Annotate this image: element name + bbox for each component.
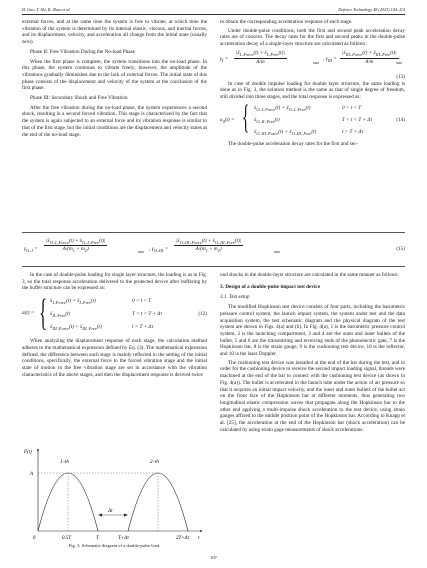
separator-line (22, 266, 405, 267)
paragraph: After the free vibration during the no-load phase, the system experiences a second shock, resulting in a second forced vibration. This stage is characterized by the fact that the system is again subjected to an external force and its vibration response is similar to that of the first stage, but the initial conditions are the displacement and velocity states at the end of the no-load stage. (22, 104, 207, 138)
paragraph: external forces, and at the same time the system is free to vibrate, at which time the vibration of the system is determined by its internal elastic, viscous, and inertial forces, and its displacement, velocity, and acceleration all change from the initial state (usually zero). (22, 19, 207, 46)
equation-number: (15) (396, 246, 405, 252)
pulse-2-label: 2–th (150, 460, 159, 465)
equation-14: $a_0(t)$ = { $ẍ_{O-I-Force}(t)$ + $ẍ_{O-I-Free}(t)$ 0 < t < T $ẍ_{O-II-Free}(t)$ T < t < T + Δτ $ẍ_{O-III-Force}(t)$ + $ẍ_{O-III-Free}(t)$ t > T + Δτ (14) (220, 98, 405, 136)
paragraph: The modified Hopkinson test device consists of four parts, including the barometric pressure control system, the launch impact system, the system under test and the data acquisition system, the test schematic diagram and the physical diagram of the test system are shown in Figs. 4(a) and (b). In Fig. 4(a), 1 is the barometric pressure control system, 2 is the launching compartment, 3 and 4 are the outer and inner bullets of the bullet, 5 and 6 are the transmitting and receiving ends of the photoelectric gate, 7 is the Hopkinson bar, 8 is the strain gauge, 9 is the cushioning test device, 10 is the reflector, and 10 is the laser Doppler. (220, 304, 405, 358)
paragraph: When the first phase is complete, the system transitions into the no-load phase. In this phase, the system continues to vibrate freely; however, the amplitude of the vibrations gradually diminishes due to the lack of external forces. The initial state of this phase consists of the displacement and velocity of the system at the conclusion of the first phase. (22, 58, 207, 92)
equation-12: a(t) = { $ẍ_{I-Force}(t)$ + $ẍ_{I-Free}(t)$ 0 < t < T $ẍ_{II-Free}(t)$ T < t < T + Δτ $ẍ_{III-Force}(t)$ + $ẍ_{III-Free}(t)$ t > T + Δτ (12) (22, 292, 207, 335)
left-column-bottom (22, 272, 207, 380)
equation-15: $\gamma_{O-I}$ = $|ẍ_{O-I-Force}(t)$ + $ẍ_{O-I-Free}(t)|$ $A/(m_1 + m_2)$ max , $\gamma_{O-III}$ = $|ẍ_{O-III-Force}(t)$ + $ẍ_{O-III-Free}(t)|$ $A/(m_1 + m_2)$ max (15) (24, 238, 405, 254)
tick-label: T (96, 536, 99, 541)
phase-3-title: Phase III: Secondary Shock and Free Vibration (30, 95, 128, 102)
paragraph: ond shocks in the double-layer structure are calculated in the same manner as follows: (220, 272, 399, 278)
double-pulse-load-figure (22, 445, 207, 541)
page-number: 107 (210, 555, 217, 560)
header-rule (22, 14, 405, 15)
tick-label: T+Δτ (118, 536, 129, 541)
separator-line (22, 232, 405, 233)
paragraph: Under double-pulse conditions, both the first and second peak acceleration decay rates are of concern. The decay rates for the first and second peaks in the double-pulse acceleration decay of a single-layer structure are calculated as follows: (220, 27, 405, 48)
right-column-top (220, 19, 405, 149)
tick-label: 0.5T (62, 536, 72, 541)
subsection-title: 3.1. Test setup (220, 294, 250, 301)
equation-number: (12) (198, 311, 207, 318)
phase-2-title: Phase II: Free Vibration During the No-load Phase (30, 48, 135, 55)
paragraph: The double-pulse acceleration decay rates for the first and sec- (228, 140, 359, 147)
left-column-top (22, 19, 207, 140)
peak-label: A (30, 472, 34, 477)
paragraph: In case of double impulse loading for double layer structure, the same loading is done as in Fig. 3, the solution method is the same as that of single degree of freedom, still divided into three stages, and the total response is expressed as: (220, 80, 405, 100)
running-header-authors: H. Gao, Y. Shi, R. Zhao et al. (22, 7, 71, 12)
tick-label: 0 (33, 536, 36, 541)
equation-number: (13) (396, 73, 405, 80)
equation-number: (14) (396, 116, 405, 123)
y-axis-label: F(t) (24, 450, 32, 455)
tick-label: 2T+Δτ (176, 536, 190, 541)
paragraph: When analyzing the displacement response of each stage, the calculation method adheres to the mathematical expression defined by Eq. (3). The mathematical expression defined, the difference between each stage is mainly reflected in the setting of the initial conditions, specifically, the external force in the forced vibration stage and the initial state of motion in the free vibration stage are set in accordance with the vibration characteristics of the above stages, and then the displacement response is derived twice (22, 338, 207, 378)
right-column-bottom (220, 272, 405, 435)
paragraph: In the case of double-pulse loading for single layer structure, the loading is as in Fig. 3, so the total response acceleration delivered to the protected device after buffering by the buffer structure can be expressed as: (22, 272, 207, 292)
equation-13: $\gamma_I$ = $|ẍ_{I-Force}(t)$ + $ẍ_{I-Free}(t)|$ A/m max , $\gamma_{III}$ = $|ẍ_{III-Force}(t)$ + $ẍ_{III-Free}(t)|$ A/m max (220, 49, 402, 65)
section-title: 3. Design of a double-pulse impact test device (220, 283, 320, 290)
pulse-1-label: 1–th (60, 460, 69, 465)
x-axis-label: t (198, 536, 200, 541)
paragraph: to obtain the corresponding acceleration response of each stage. (220, 19, 353, 25)
gap-label: Δτ (108, 509, 113, 514)
paragraph: The cushioning test device was installed at the end of the bar during the test, and in order for the cushioning device to receive the second impact loading signal, threads were machined at the end of the bar to connect with the cushioning test device (as shown in Fig. 4(a)). The bullet is accelerated in the launch tube under the action of air pressure so that it acquires an initial impact velocity, and the inner and outer bullets of the bullet act on the front face of the Hopkinson bar at different moments, thus generating two longitudinal elastic compression waves that propagate along the Hopkinson bar to the other end applying a multi-impulse shock acceleration to the test device, using strain gauges affixed to the middle position point of the Hopkinson bar. According to Knapp et al. [25], the acceleration at the end of the Hopkinson bar (shock acceleration) can be calculated by using strain gage measurements of shock accelerations: (220, 359, 405, 433)
running-header-journal: Defence Technology 48 (2025) 104–114 (338, 7, 405, 12)
figure-caption: Fig. 3. Schematic diagram of a double-pulse load. (68, 543, 161, 548)
